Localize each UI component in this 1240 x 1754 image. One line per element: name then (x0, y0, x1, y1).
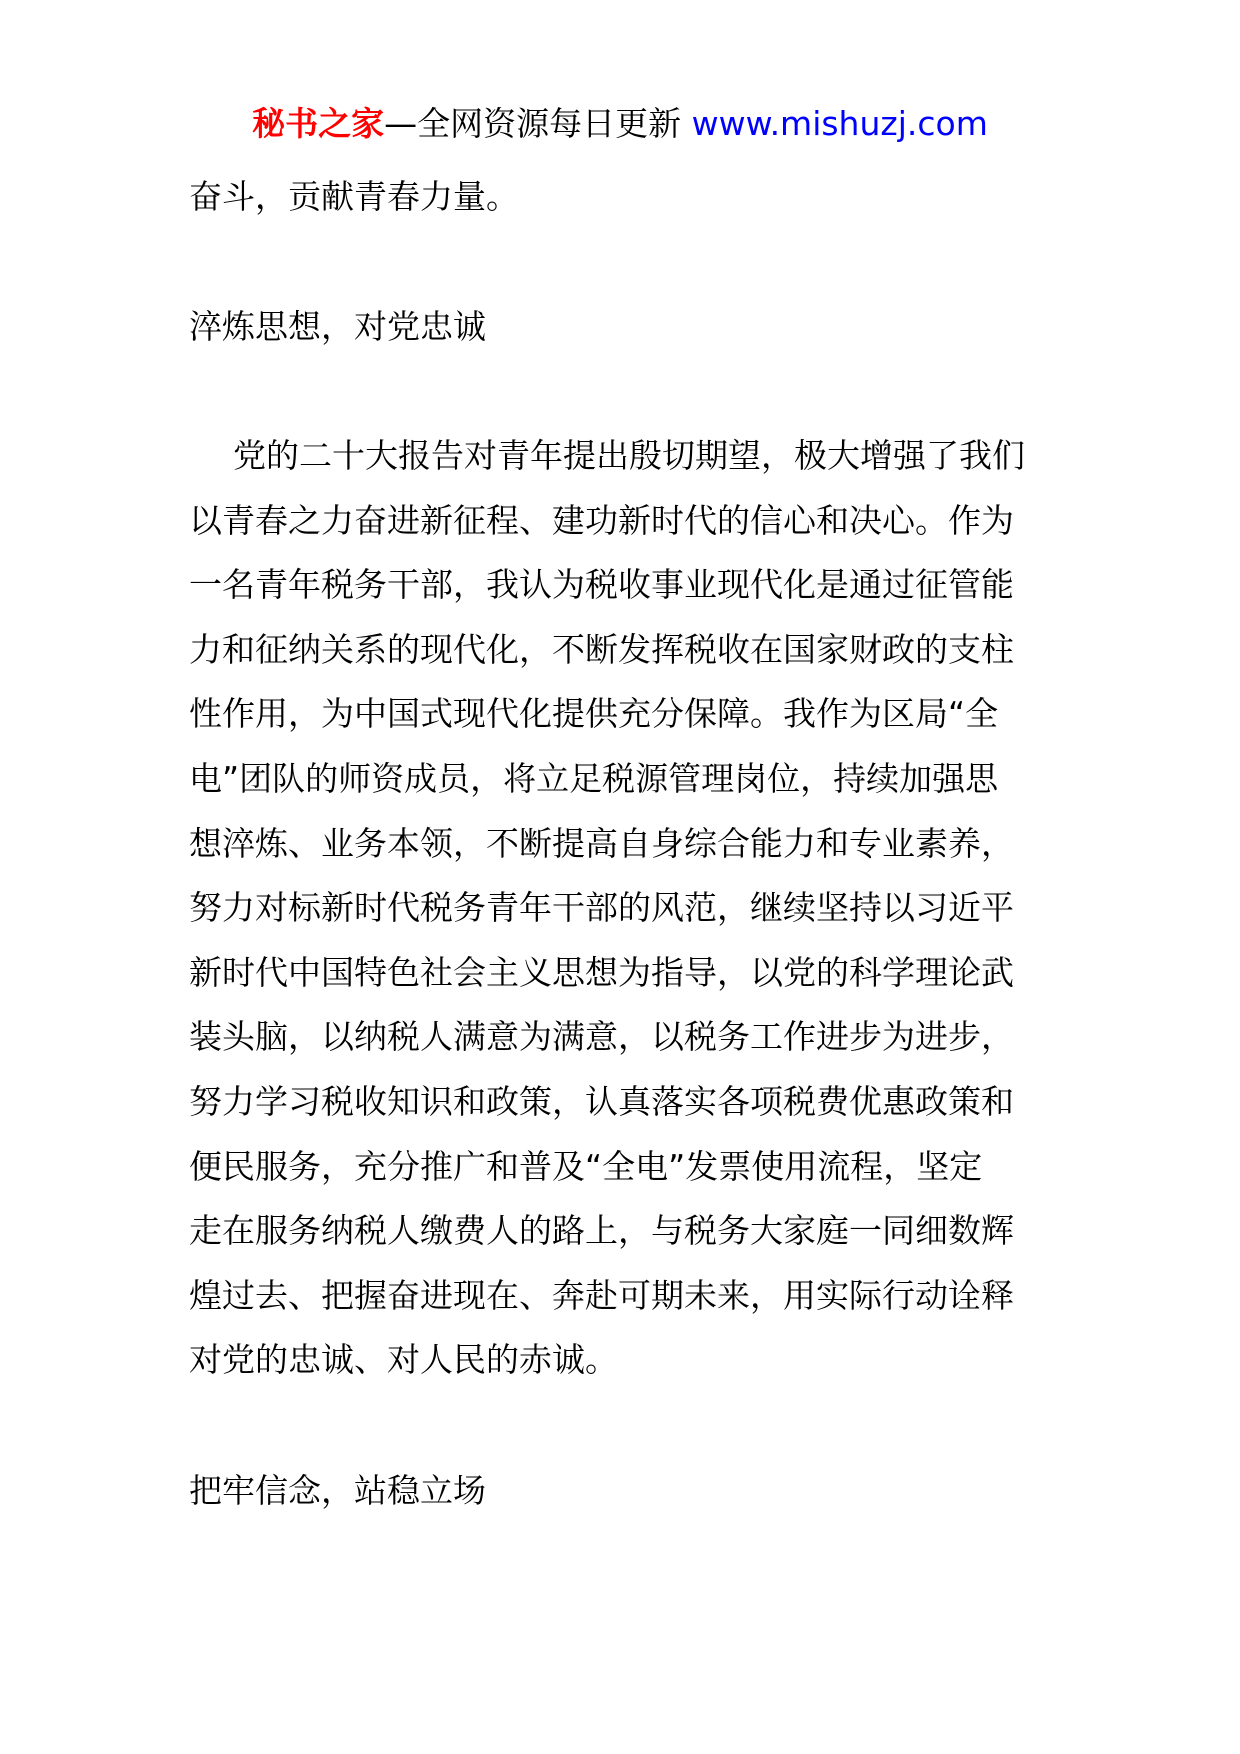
paragraph-line: 对党的忠诚、对人民的赤诚。 (189, 1340, 618, 1380)
paragraph-line: 性作用，为中国式现代化提供充分保障。我作为区局“全 (189, 694, 999, 734)
paragraph-line: 力和征纳关系的现代化，不断发挥税收在国家财政的支柱 (189, 629, 1014, 669)
paragraph-line: 一名青年税务干部，我认为税收事业现代化是通过征管能 (189, 565, 1014, 605)
section-heading-1: 淬炼思想，对党忠诚 (189, 307, 486, 346)
paragraph-line: 想淬炼、业务本领，不断提高自身综合能力和专业素养， (189, 823, 1014, 863)
paragraph-line: 新时代中国特色社会主义思想为指导，以党的科学理论武 (189, 952, 1014, 992)
paragraph-line: 努力学习税收知识和政策，认真落实各项税费优惠政策和 (189, 1081, 1014, 1121)
paragraph-gap (189, 359, 1051, 425)
paragraph-line: 努力对标新时代税务青年干部的风范，继续坚持以习近平 (189, 888, 1014, 928)
lead-line: 奋斗，贡献青春力量。 (189, 177, 519, 216)
paragraph-gap (189, 1393, 1051, 1459)
paragraph-line: 电”团队的师资成员，将立足税源管理岗位，持续加强思 (189, 758, 999, 798)
paragraph-line: 党的二十大报告对青年提出殷切期望，极大增强了我们 (233, 436, 1025, 475)
website-url[interactable]: www.mishuzj.com (691, 104, 988, 143)
section-1-paragraph (189, 424, 1051, 1393)
paragraph-line: 走在服务纳税人缴费人的路上，与税务大家庭一同细数辉 (189, 1211, 1014, 1251)
paragraph-line: 便民服务，充分推广和普及“全电”发票使用流程，坚定 (189, 1146, 983, 1186)
section-heading-2: 把牢信念，站稳立场 (189, 1470, 486, 1510)
paragraph-gap (189, 229, 1051, 295)
document-body (189, 165, 1051, 1523)
page-header (0, 100, 1240, 148)
brand-name: 秘书之家 (252, 104, 385, 143)
header-slogan: —全网资源每日更新 (384, 104, 682, 143)
paragraph-line: 煌过去、把握奋进现在、奔赴可期未来，用实际行动诠释 (189, 1275, 1014, 1315)
paragraph-line: 以青春之力奋进新征程、建功新时代的信心和决心。作为 (189, 500, 1014, 540)
paragraph-line: 装头脑，以纳税人满意为满意，以税务工作进步为进步， (189, 1017, 1014, 1057)
